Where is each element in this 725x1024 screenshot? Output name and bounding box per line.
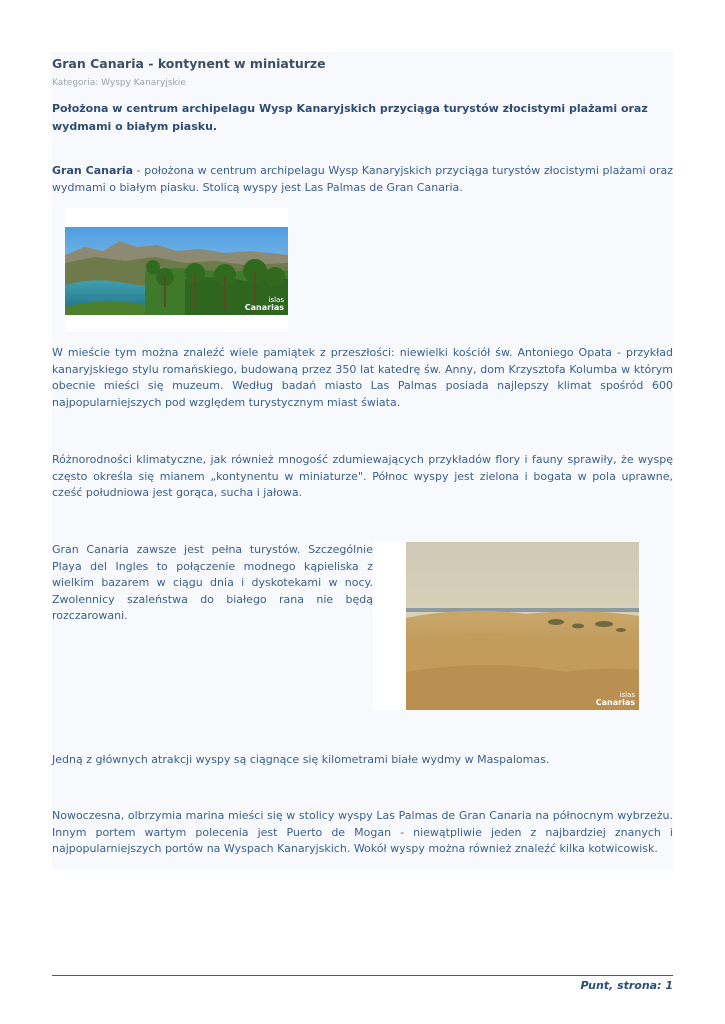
footer-divider — [52, 975, 673, 976]
intro-text: - położona w centrum archipelagu Wysp Kanaryjskich przyciąga turystów złocistymi plażami oraz wydmami o białym piasku. Stolicą wyspy jest Las Palmas de Gran Canaria. — [52, 164, 673, 194]
lead-paragraph: Położona w centrum archipelagu Wysp Kanaryjskich przyciąga turystów złocistymi plażami oraz wydmami o białym piasku. — [52, 102, 648, 133]
paragraph-dunes: Jedną z głównych atrakcji wyspy są ciągnące się kilometrami białe wydmy w Maspalomas. — [52, 753, 550, 766]
paragraph-tourists: Gran Canaria zawsze jest pełna turystów. Szczególnie Playa del Ingles to połączenie modnego kąpieliska z wielkim bazarem w ciągu dnia i dyskotekami w nocy. Zwolennicy szaleństwa do białego rana nie będą rozczarowani. — [52, 543, 373, 622]
page-title: Gran Canaria - kontynent w miniaturze — [52, 56, 326, 71]
category-label[interactable]: Kategoria: Wyspy Kanaryjskie — [52, 78, 186, 88]
intro-paragraph — [52, 163, 673, 196]
intro-strong: Gran Canaria — [52, 164, 134, 177]
dunes-image — [406, 542, 639, 710]
islas-canarias-logo: islas Canarias — [595, 691, 635, 707]
islas-canarias-logo: islas Canarias — [244, 296, 284, 312]
footer-page-label: Punt, strona: 1 — [580, 979, 673, 992]
paragraph-history: W mieście tym można znaleźć wiele pamiątek z przeszłości: niewielki kościół św. Antoniego Opata - przykład kanaryjskiego stylu romańskiego, budowaną przez 350 lat katedrę św. Anny, dom Krzysztofa Kolumba w którym obecnie mieści się muzeum. Według badań miasto Las Palmas posiada najlepszy klimat spośród 600 najpopularniejszych pod względem turystycznym miast świata. — [52, 346, 673, 409]
paragraph-climate: Różnorodności klimatyczne, jak również mnogość zdumiewających przykładów flory i fauny sprawiły, że wyspę często określa się mianem „kontynentu w miniaturze". Północ wyspy jest zielona i bogata w pola uprawne, cześć południowa jest gorąca, sucha i jałowa. — [52, 453, 673, 499]
mountain-landscape-image — [65, 227, 288, 315]
paragraph-marina: Nowoczesna, olbrzymia marina mieści się w stolicy wyspy Las Palmas de Gran Canaria na północnym wybrzeżu. Innym portem wartym polecenia jest Puerto de Mogan - niewątpliwie jeden z najbardziej znanych i najpopularniejszych portów na Wyspach Kanaryjskich. Wokół wyspy można również znaleźć kilka kotwicowisk. — [52, 809, 673, 855]
